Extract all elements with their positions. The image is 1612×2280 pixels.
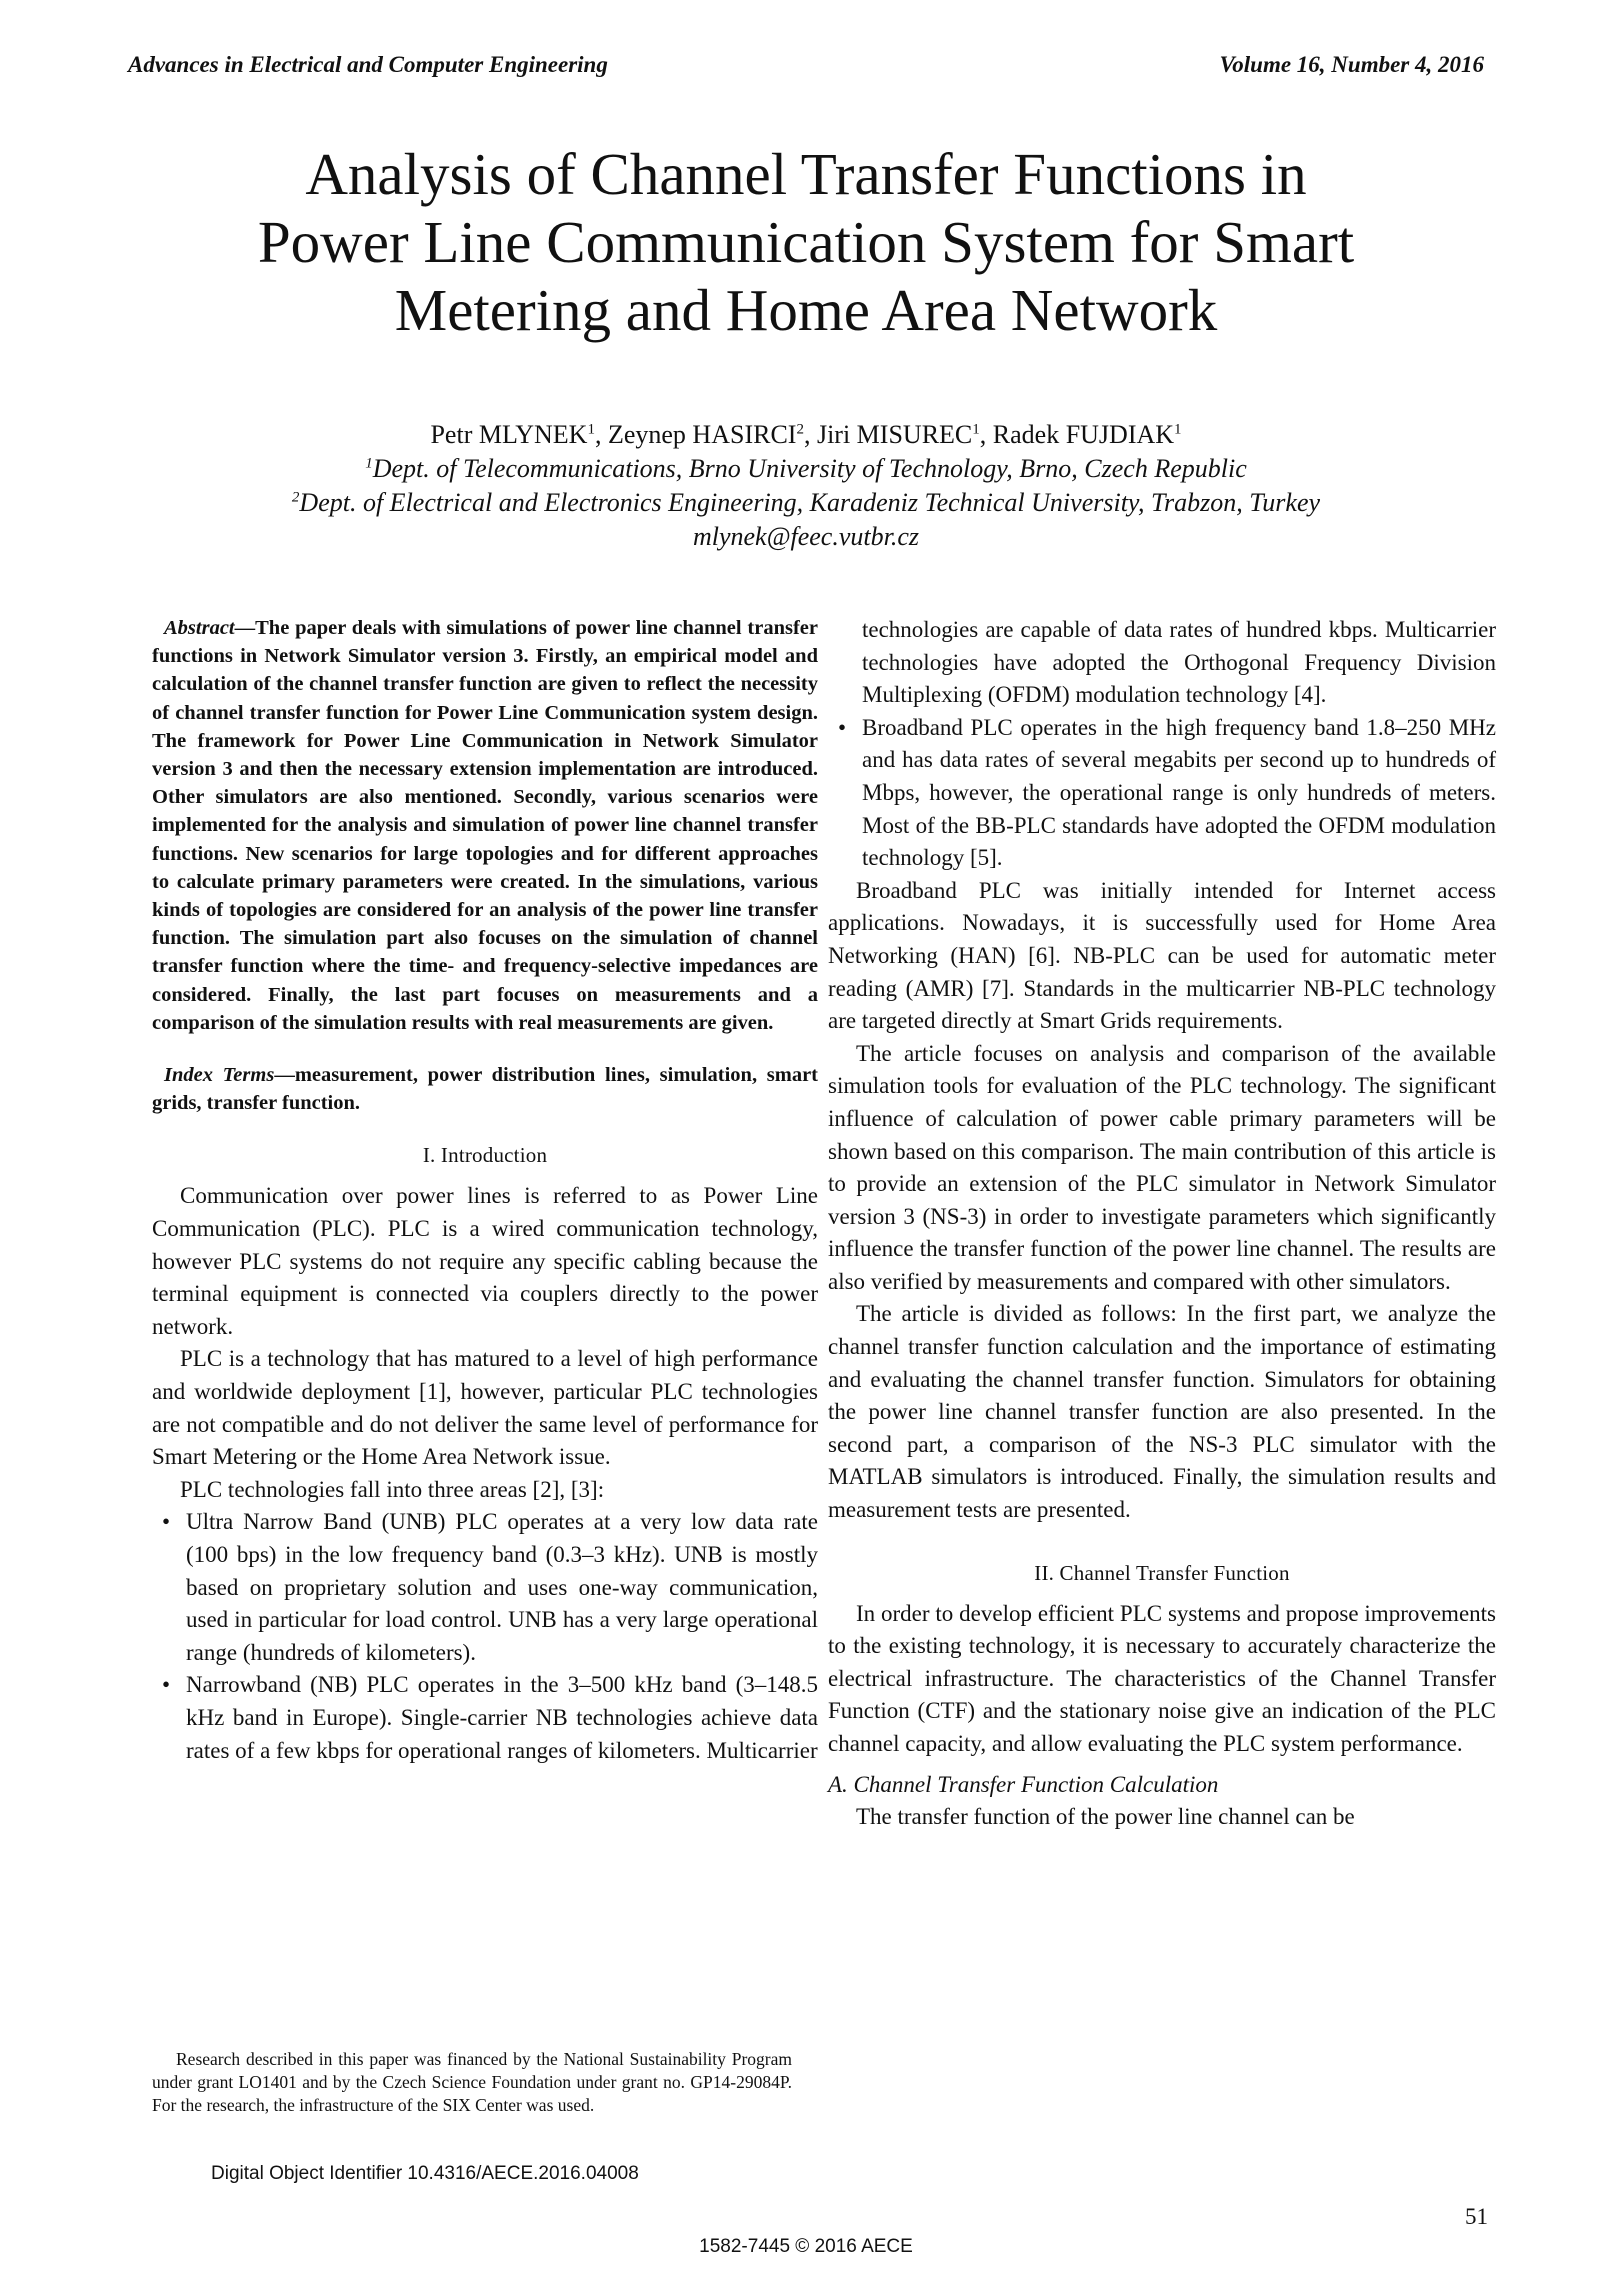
index-terms-text: —measurement, power distribution lines, simulation, smart grids, transfer function. [152,1064,818,1115]
paragraph: The transfer function of the power line channel can be [856,1804,1355,1830]
author-name: Petr MLYNEK [430,420,588,449]
bullet-icon: • [162,1672,171,1698]
paragraph: The article focuses on analysis and comparison of the available simulation tools for evaluation of the PLC technology. The significant influence of calculation of power cable primary parameters will be shown based on this comparison. The main contribution of this article is to provide an extension of the PLC simulator in Network Simulator version 3 (NS-3) in order to investigate parameters which significantly influence the transfer function of the power line channel. The results are also verified by measurements and compared with other simulators. [828,1040,1496,1294]
list-item [152,1506,818,1669]
index-terms-lead: Index Terms [164,1064,275,1087]
section-heading-channel-transfer-function: II. Channel Transfer Function [1034,1560,1290,1585]
author-list [128,418,1484,452]
volume-info: Volume 16, Number 4, 2016 [1219,52,1484,77]
author-email: mlynek@feec.vutbr.cz [692,522,920,551]
list-item-continued [828,614,1496,712]
paragraph: PLC technologies fall into three areas [2], [3]: [180,1476,605,1502]
affiliation-2 [128,486,1484,520]
affiliation-marker: 2 [291,489,300,506]
abstract-lead: Abstract [164,617,235,639]
list-item-text: Narrowband (NB) PLC operates in the 3–500 kHz band (3–148.5 kHz band in Europe). Single-carrier NB technologies achieve data rates of a few kbps for operational ranges of kilometers. Multicarrier [186,1672,818,1763]
paper-title [128,140,1484,344]
abstract-text: —The paper deals with simulations of power line channel transfer functions in Network Simulator version 3. Firstly, an empirical model and calculation of the channel transfer function are given to reflect the necessity of channel transfer function for Power Line Communication system design. The framework for Power Line Communication in Network Simulator version 3 and then the necessary extension implementation are introduced. Other simulators are also mentioned. Secondly, various scenarios were implemented for the analysis and simulation of power line channel transfer functions. New scenarios for large topologies and for different approaches to calculate primary parameters were created. In the simulations, various kinds of topologies are considered for an analysis of the power line transfer function. The simulation part also focuses on the simulation of channel transfer function where the time- and frequency-selective impedances are considered. Finally, the last part focuses on measurements and a comparison of the simulation results with real measurements are given. [152,617,818,1034]
issn-line: 1582-7445 © 2016 AECE [699,2236,913,2257]
journal-name: Advances in Electrical and Computer Engineering [128,52,608,77]
author-separator: , [594,420,608,449]
bullet-icon: • [162,1509,171,1535]
list-item-text: Ultra Narrow Band (UNB) PLC operates at a very low data rate (100 bps) in the low frequency band (0.3–3 kHz). UNB is mostly based on proprietary solution and uses one-way communication, used in particular for load control. UNB has a very large operational range (hundreds of kilometers). [186,1509,818,1665]
author-separator: , [979,420,993,449]
affiliation-marker: 1 [365,455,373,472]
abstract [152,614,818,1037]
list-item [152,1669,818,1767]
affiliation-marker: 1 [972,421,980,438]
title-line: Analysis of Channel Transfer Functions in [305,141,1307,207]
plc-areas-list-continued [828,614,1496,875]
title-line: Power Line Communication System for Smart [257,209,1355,275]
index-terms [152,1061,818,1117]
doi-line: Digital Object Identifier 10.4316/AECE.2016.04008 [211,2163,639,2184]
affiliation-marker: 2 [796,421,804,438]
running-header [128,52,1484,78]
page-number: 51 [1465,2204,1488,2229]
plc-areas-list [152,1506,818,1767]
left-column [152,614,818,1767]
list-item-text: Broadband PLC operates in the high frequency band 1.8–250 MHz and has data rates of several megabits per second up to hundreds of Mbps, however, the operational range is only hundreds of meters. Most of the BB-PLC standards have adopted the OFDM modulation technology [5]. [862,714,1496,871]
right-column [828,614,1496,1834]
paragraph: The article is divided as follows: In the first part, we analyze the channel transfer function calculation and the importance of estimating and evaluating the channel transfer function. Simulators for obtaining the power line channel transfer function are also presented. In the second part, a comparison of the NS-3 PLC simulator with the MATLAB simulators is introduced. Finally, the simulation results and measurement tests are presented. [828,1301,1496,1523]
paragraph: PLC is a technology that has matured to a level of high performance and worldwide deployment [1], however, particular PLC technologies are not compatible and do not deliver the same level of performance for Smart Metering or the Home Area Network issue. [152,1346,818,1470]
paragraph: Communication over power lines is referred to as Power Line Communication (PLC). PLC is a wired communication technology, however PLC systems do not require any specific cabling because the terminal equipment is connected via couplers directly to the power network. [152,1183,818,1339]
author-separator: , [803,420,817,449]
bullet-icon: • [838,714,847,740]
author-block [128,418,1484,554]
subsection-heading: A. Channel Transfer Function Calculation [828,1771,1219,1797]
author-name: Radek FUJDIAK [992,420,1175,449]
list-item-text: technologies are capable of data rates of hundred kbps. Multicarrier technologies have adopted the Orthogonal Frequency Division Multiplexing (OFDM) modulation technology [4]. [862,617,1496,708]
paragraph: In order to develop efficient PLC systems and propose improvements to the existing technology, it is necessary to accurately characterize the electrical infrastructure. The characteristics of the Channel Transfer Function (CTF) and the stationary noise give an indication of the PLC channel capacity, and allow evaluating the PLC system performance. [828,1600,1496,1756]
affiliation-text: Dept. of Electrical and Electronics Engineering, Karadeniz Technical University, Trabzon, Turkey [299,488,1321,517]
affiliation-1 [128,452,1484,486]
affiliation-marker: 1 [1174,421,1182,438]
funding-footnote: Research described in this paper was financed by the National Sustainability Program under grant LO1401 and by the Czech Science Foundation under grant no. GP14-29084P. For the research, the infrastructure of the SIX Center was used. [152,2049,792,2115]
affiliation-text: Dept. of Telecommunications, Brno University of Technology, Brno, Czech Republic [372,454,1247,483]
section-heading-introduction: I. Introduction [422,1143,548,1168]
author-name: Jiri MISUREC [816,420,973,449]
paragraph: Broadband PLC was initially intended for Internet access applications. Nowadays, it is successfully used for Home Area Networking (HAN) [6]. NB-PLC can be used for automatic meter reading (AMR) [7]. Standards in the multicarrier NB-PLC technology are targeted directly at Smart Grids requirements. [828,877,1496,1034]
author-name: Zeynep HASIRCI [607,420,797,449]
title-line: Metering and Home Area Network [394,277,1218,343]
list-item [828,712,1496,875]
affiliation-marker: 1 [587,421,595,438]
